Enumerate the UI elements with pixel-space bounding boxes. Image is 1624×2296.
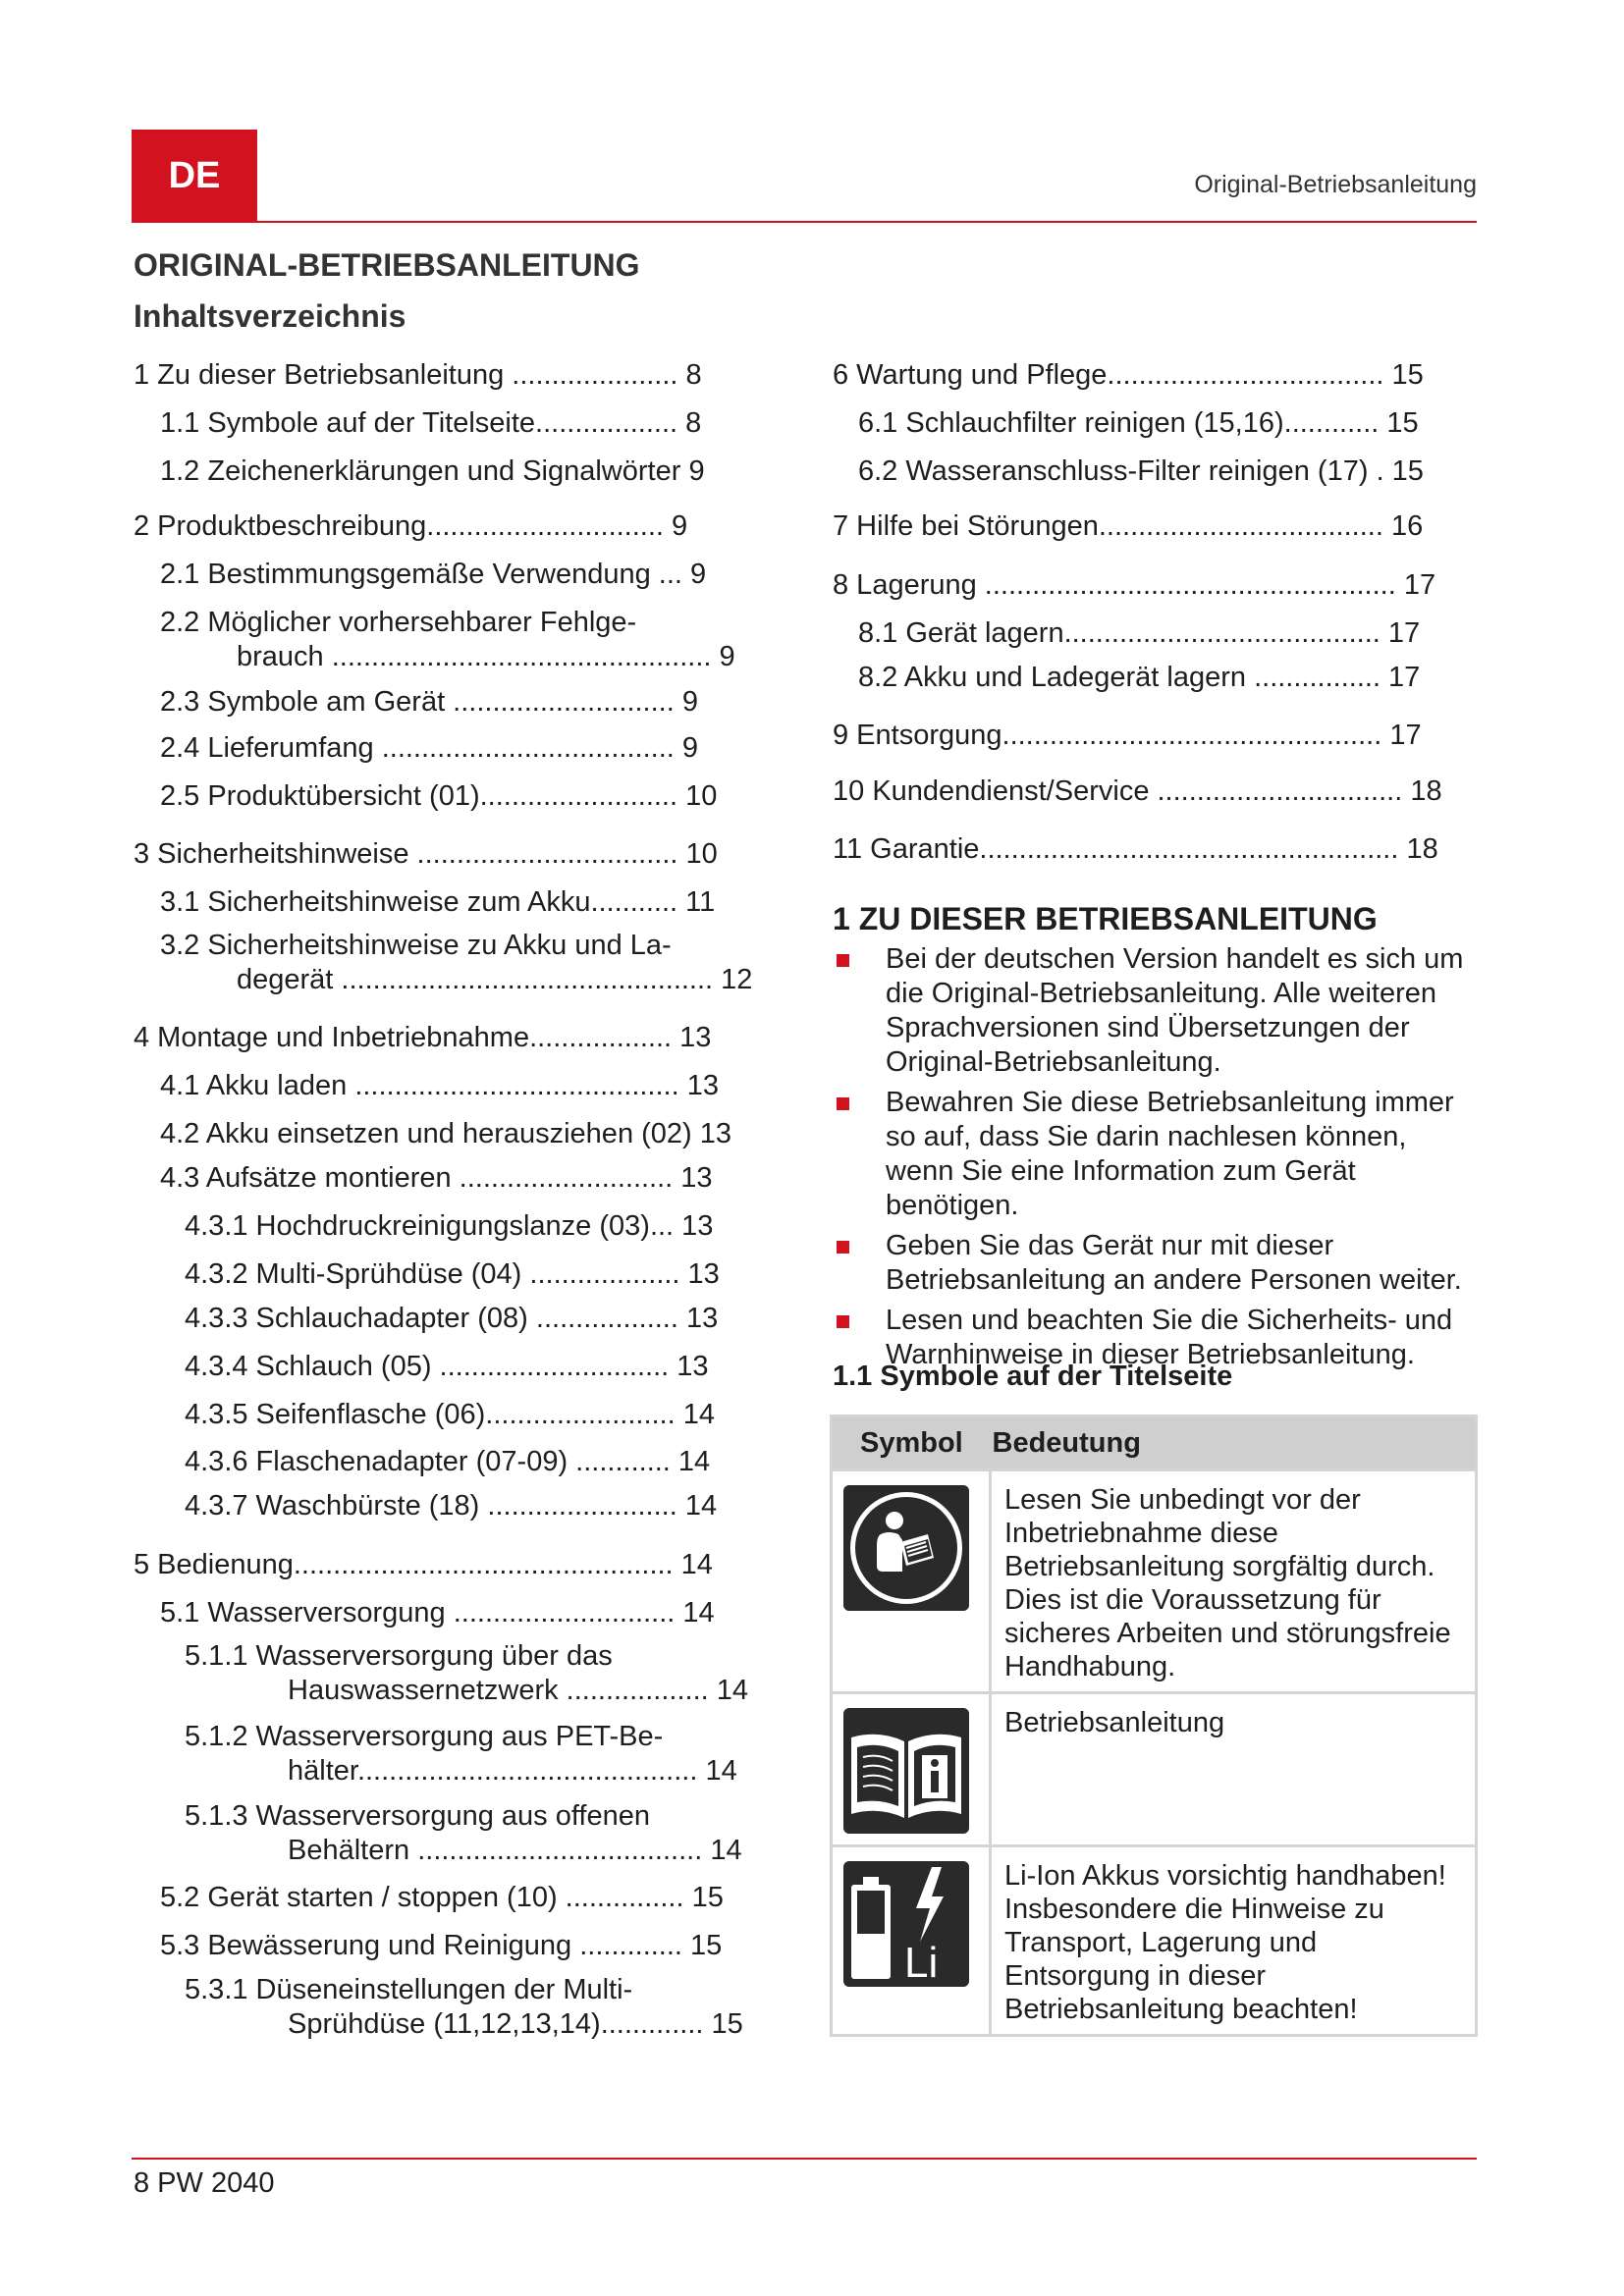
toc-entry-line: 2.2 Möglicher vorhersehbarer Fehlge- — [160, 607, 637, 638]
bullet-marker — [837, 954, 849, 967]
toc-entry[interactable]: 3.1 Sicherheitshinweise zum Akku........... 11 — [160, 886, 716, 918]
symbol-table — [830, 1415, 1478, 2037]
toc-entry[interactable]: 2.1 Bestimmungsgemäße Verwendung ... 9 — [160, 559, 707, 590]
column-header-symbol: Symbol — [832, 1416, 991, 1470]
bullet-marker — [837, 1315, 849, 1328]
table-row — [832, 1693, 1477, 1846]
toc-entry[interactable]: 1.2 Zeichenerklärungen und Signalwörter 9 — [160, 455, 705, 487]
toc-entry[interactable]: 5 Bedienung................................................ 14 — [134, 1549, 713, 1580]
toc-entry-continuation: Behältern .................................... 14 — [288, 1835, 742, 1866]
bullet-marker — [837, 1241, 849, 1254]
toc-entry[interactable]: 9 Entsorgung................................................ 17 — [833, 720, 1422, 751]
toc-entry[interactable]: 2.5 Produktübersicht (01)......................... 10 — [160, 780, 718, 812]
toc-entry[interactable]: 4.1 Akku laden ......................................... 13 — [160, 1070, 719, 1101]
header-title: Original-Betriebsanleitung — [1194, 171, 1477, 198]
manual-info-icon — [843, 1708, 969, 1834]
toc-entry[interactable]: 2.4 Lieferumfang ..................................... 9 — [160, 732, 698, 764]
subsection-heading: 1.1 Symbole auf der Titelseite — [833, 1361, 1233, 1392]
table-row — [832, 1846, 1477, 2036]
meaning-cell: Betriebsanleitung — [991, 1693, 1477, 1846]
toc-entry[interactable]: 5.1 Wasserversorgung ............................ 14 — [160, 1597, 715, 1629]
column-header-meaning: Bedeutung — [991, 1416, 1477, 1470]
bullet-text: Geben Sie das Gerät nur mit dieser Betriebsanleitung an andere Personen weiter. — [886, 1230, 1462, 1296]
toc-entry-continuation: Sprühdüse (11,12,13,14)............. 15 — [288, 2008, 743, 2040]
page-footer: 8 PW 2040 — [134, 2167, 275, 2199]
toc-entry[interactable]: 10 Kundendienst/Service ............................... 18 — [833, 775, 1442, 807]
symbol-cell — [832, 1693, 991, 1846]
table-row — [832, 1470, 1477, 1693]
toc-entry[interactable]: 8 Lagerung .................................................... 17 — [833, 569, 1436, 601]
footer-rule — [132, 2158, 1477, 2160]
toc-entry[interactable]: 6.1 Schlauchfilter reinigen (15,16)............ 15 — [858, 407, 1419, 439]
bullet-item — [833, 1086, 1481, 1223]
toc-entry[interactable]: 6 Wartung und Pflege................................... 15 — [833, 359, 1424, 391]
bullet-text: Bewahren Sie diese Betriebsanleitung immer so auf, dass Sie darin nachlesen können, wenn Sie eine Information zum Gerät benötigen. — [886, 1087, 1454, 1221]
toc-entry[interactable]: 8.2 Akku und Ladegerät lagern ................ 17 — [858, 662, 1421, 693]
header-rule — [132, 221, 1477, 223]
symbol-cell — [832, 1846, 991, 2036]
bullet-text: Lesen und beachten Sie die Sicherheits- und Warnhinweise in dieser Betriebsanleitung. — [886, 1305, 1453, 1370]
toc-entry[interactable]: 1 Zu dieser Betriebsanleitung ..................... 8 — [134, 359, 702, 391]
toc-entry[interactable]: 4.2 Akku einsetzen und herausziehen (02) 13 — [160, 1118, 732, 1149]
bullet-item — [833, 942, 1481, 1080]
toc-entry[interactable]: 2.3 Symbole am Gerät ............................ 9 — [160, 686, 698, 718]
toc-entry-line: 5.3.1 Düseneinstellungen der Multi- — [185, 1974, 633, 2005]
toc-entry-continuation: hälter........................................... 14 — [288, 1755, 737, 1787]
toc-entry[interactable]: 3 Sicherheitshinweise ................................. 10 — [134, 838, 718, 870]
meaning-cell: Lesen Sie unbedingt vor der Inbetriebnahme diese Betriebsanleitung sorgfältig durch. Dies ist die Voraussetzung für sicheres Arbeiten und störungsfreie Handhabung. — [991, 1470, 1477, 1693]
toc-entry[interactable] — [160, 929, 752, 997]
bullet-list — [833, 942, 1481, 1378]
bullet-text: Bei der deutschen Version handelt es sich um die Original-Betriebsanleitung. Alle weiteren Sprachversionen sind Übersetzungen der Original-Betriebsanleitung. — [886, 943, 1464, 1078]
toc-entry-line: 5.1.1 Wasserversorgung über das — [185, 1640, 613, 1672]
toc-entry[interactable]: 5.2 Gerät starten / stoppen (10) ............... 15 — [160, 1882, 724, 1913]
toc-entry[interactable]: 4.3.1 Hochdruckreinigungslanze (03)... 13 — [185, 1210, 714, 1242]
toc-entry[interactable]: 4.3.3 Schlauchadapter (08) .................. 13 — [185, 1303, 719, 1334]
toc-entry-line: 5.1.2 Wasserversorgung aus PET-Be- — [185, 1721, 664, 1752]
toc-entry[interactable] — [185, 1639, 748, 1708]
toc-entry[interactable]: 6.2 Wasseranschluss-Filter reinigen (17) . 15 — [858, 455, 1424, 487]
toc-title: Inhaltsverzeichnis — [134, 298, 406, 334]
toc-entry[interactable] — [160, 606, 735, 674]
table-header-row — [832, 1416, 1477, 1470]
language-tab: DE — [132, 130, 257, 223]
toc-entry[interactable]: 8.1 Gerät lagern........................................ 17 — [858, 617, 1421, 649]
toc-entry[interactable] — [185, 1720, 737, 1789]
toc-entry[interactable]: 4.3.7 Waschbürste (18) ........................ 14 — [185, 1490, 718, 1522]
toc-entry-line: 5.1.3 Wasserversorgung aus offenen — [185, 1800, 650, 1832]
toc-entry[interactable]: 4.3.6 Flaschenadapter (07-09) ............ 14 — [185, 1446, 711, 1477]
toc-entry[interactable]: 4.3.2 Multi-Sprühdüse (04) ................... 13 — [185, 1258, 720, 1290]
toc-entry-continuation: degerät ............................................... 12 — [237, 964, 753, 995]
toc-entry[interactable]: 4.3 Aufsätze montieren ........................... 13 — [160, 1162, 713, 1194]
li-ion-battery-icon — [843, 1861, 969, 1987]
toc-entry-continuation: Hauswassernetzwerk .................. 14 — [288, 1675, 748, 1706]
document-title: ORIGINAL-BETRIEBSANLEITUNG — [134, 247, 640, 283]
toc-entry[interactable]: 11 Garantie..................................................... 18 — [833, 833, 1438, 865]
toc-entry[interactable]: 5.3 Bewässerung und Reinigung ............. 15 — [160, 1930, 723, 1961]
toc-entry[interactable] — [185, 1799, 742, 1868]
section-heading: 1 ZU DIESER BETRIEBSANLEITUNG — [833, 901, 1378, 936]
toc-entry-line: 3.2 Sicherheitshinweise zu Akku und La- — [160, 930, 672, 961]
bullet-item — [833, 1229, 1481, 1298]
bullet-marker — [837, 1097, 849, 1110]
toc-entry[interactable]: 2 Produktbeschreibung.............................. 9 — [134, 510, 688, 542]
toc-entry[interactable]: 4 Montage und Inbetriebnahme.................. 13 — [134, 1022, 712, 1053]
read-manual-icon — [843, 1485, 969, 1611]
toc-entry[interactable] — [185, 1973, 743, 2042]
meaning-cell: Li-Ion Akkus vorsichtig handhaben! Insbesondere die Hinweise zu Transport, Lagerung und Entsorgung in dieser Betriebsanleitung beachten! — [991, 1846, 1477, 2036]
toc-entry[interactable]: 1.1 Symbole auf der Titelseite.................. 8 — [160, 407, 702, 439]
toc-entry-continuation: brauch ................................................ 9 — [237, 641, 735, 672]
toc-entry[interactable]: 4.3.5 Seifenflasche (06)........................ 14 — [185, 1399, 715, 1430]
toc-entry[interactable]: 7 Hilfe bei Störungen.................................... 16 — [833, 510, 1424, 542]
symbol-cell — [832, 1470, 991, 1693]
battery-label: Li — [904, 1939, 939, 1987]
toc-entry[interactable]: 4.3.4 Schlauch (05) ............................. 13 — [185, 1351, 709, 1382]
